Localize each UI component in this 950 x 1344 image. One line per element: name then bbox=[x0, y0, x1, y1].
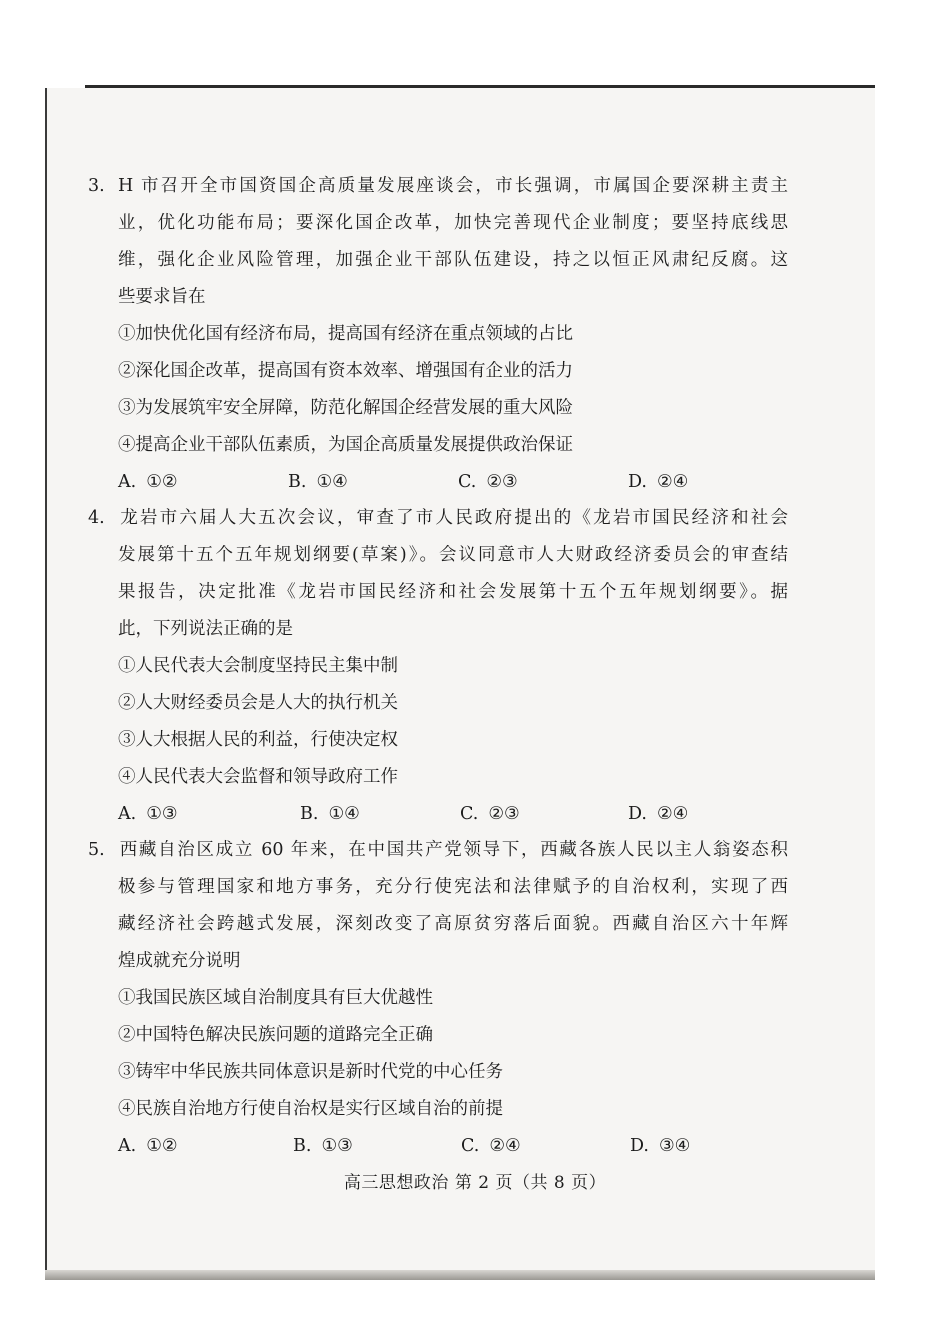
statement: ②深化国企改革，提高国有资本效率、增强国有企业的活力 bbox=[118, 361, 573, 381]
question-stem-line: 煌成就充分说明 bbox=[118, 951, 241, 971]
choice-d: D. ②④ bbox=[628, 472, 689, 492]
choice-a: A. ①② bbox=[118, 1136, 178, 1156]
statement: ③人大根据人民的利益，行使决定权 bbox=[118, 730, 398, 750]
question-stem-line: 维，强化企业风险管理，加强企业干部队伍建设，持之以恒正风肃纪反腐。这 bbox=[118, 250, 788, 270]
question-content bbox=[88, 168, 788, 1164]
choice-c: C. ②④ bbox=[461, 1136, 521, 1156]
question-stem-line: 西藏自治区成立 60 年来，在中国共产党领导下，西藏各族人民以主人翁姿态积 bbox=[118, 840, 788, 860]
question-number: 5. bbox=[88, 840, 105, 860]
choice-c: C. ②③ bbox=[460, 804, 520, 824]
question-stem-line: 发展第十五个五年规划纲要(草案)》。会议同意市人大财政经济委员会的审查结 bbox=[118, 545, 788, 565]
question-3 bbox=[88, 168, 788, 500]
choice-b: B. ①③ bbox=[293, 1136, 353, 1156]
choice-a: A. ①③ bbox=[118, 804, 178, 824]
statement: ②人大财经委员会是人大的执行机关 bbox=[118, 693, 398, 713]
question-stem-line: 果报告，决定批准《龙岩市国民经济和社会发展第十五个五年规划纲要》。据 bbox=[118, 582, 788, 602]
choice-b: B. ①④ bbox=[288, 472, 348, 492]
paper-top-edge bbox=[85, 85, 875, 88]
question-stem-line: 龙岩市六届人大五次会议，审查了市人民政府提出的《龙岩市国民经济和社会 bbox=[118, 508, 788, 528]
paper-left-edge bbox=[45, 88, 47, 1280]
question-5 bbox=[88, 832, 788, 1164]
statement: ①加快优化国有经济布局，提高国有经济在重点领域的占比 bbox=[118, 324, 573, 344]
question-number: 3. bbox=[88, 176, 105, 196]
choice-d: D. ③④ bbox=[630, 1136, 691, 1156]
paper-bottom-edge bbox=[45, 1270, 875, 1280]
answer-choices bbox=[88, 464, 788, 500]
statement: ③铸牢中华民族共同体意识是新时代党的中心任务 bbox=[118, 1062, 503, 1082]
statement: ②中国特色解决民族问题的道路完全正确 bbox=[118, 1025, 433, 1045]
question-stem-line: 些要求旨在 bbox=[118, 287, 206, 307]
statement: ③为发展筑牢安全屏障，防范化解国企经营发展的重大风险 bbox=[118, 398, 573, 418]
page-footer: 高三思想政治 第 2 页（共 8 页） bbox=[343, 1173, 607, 1193]
question-stem-line: 此，下列说法正确的是 bbox=[118, 619, 293, 639]
question-stem-line: 极参与管理国家和地方事务，充分行使宪法和法律赋予的自治权利，实现了西 bbox=[118, 877, 788, 897]
question-number: 4. bbox=[88, 508, 105, 528]
choice-d: D. ②④ bbox=[628, 804, 689, 824]
statement: ①人民代表大会制度坚持民主集中制 bbox=[118, 656, 398, 676]
answer-choices bbox=[88, 1128, 788, 1164]
choice-c: C. ②③ bbox=[458, 472, 518, 492]
question-stem-line: 业，优化功能布局；要深化国企改革，加快完善现代企业制度；要坚持底线思 bbox=[118, 213, 788, 233]
statement: ①我国民族区域自治制度具有巨大优越性 bbox=[118, 988, 433, 1008]
question-stem-line: 藏经济社会跨越式发展，深刻改变了高原贫穷落后面貌。西藏自治区六十年辉 bbox=[118, 914, 788, 934]
question-stem-line: H 市召开全市国资国企高质量发展座谈会，市长强调，市属国企要深耕主责主 bbox=[118, 176, 788, 196]
question-4 bbox=[88, 500, 788, 832]
choice-a: A. ①② bbox=[118, 472, 178, 492]
statement: ④民族自治地方行使自治权是实行区域自治的前提 bbox=[118, 1099, 503, 1119]
statement: ④人民代表大会监督和领导政府工作 bbox=[118, 767, 398, 787]
statement: ④提高企业干部队伍素质，为国企高质量发展提供政治保证 bbox=[118, 435, 573, 455]
choice-b: B. ①④ bbox=[300, 804, 360, 824]
answer-choices bbox=[88, 796, 788, 832]
